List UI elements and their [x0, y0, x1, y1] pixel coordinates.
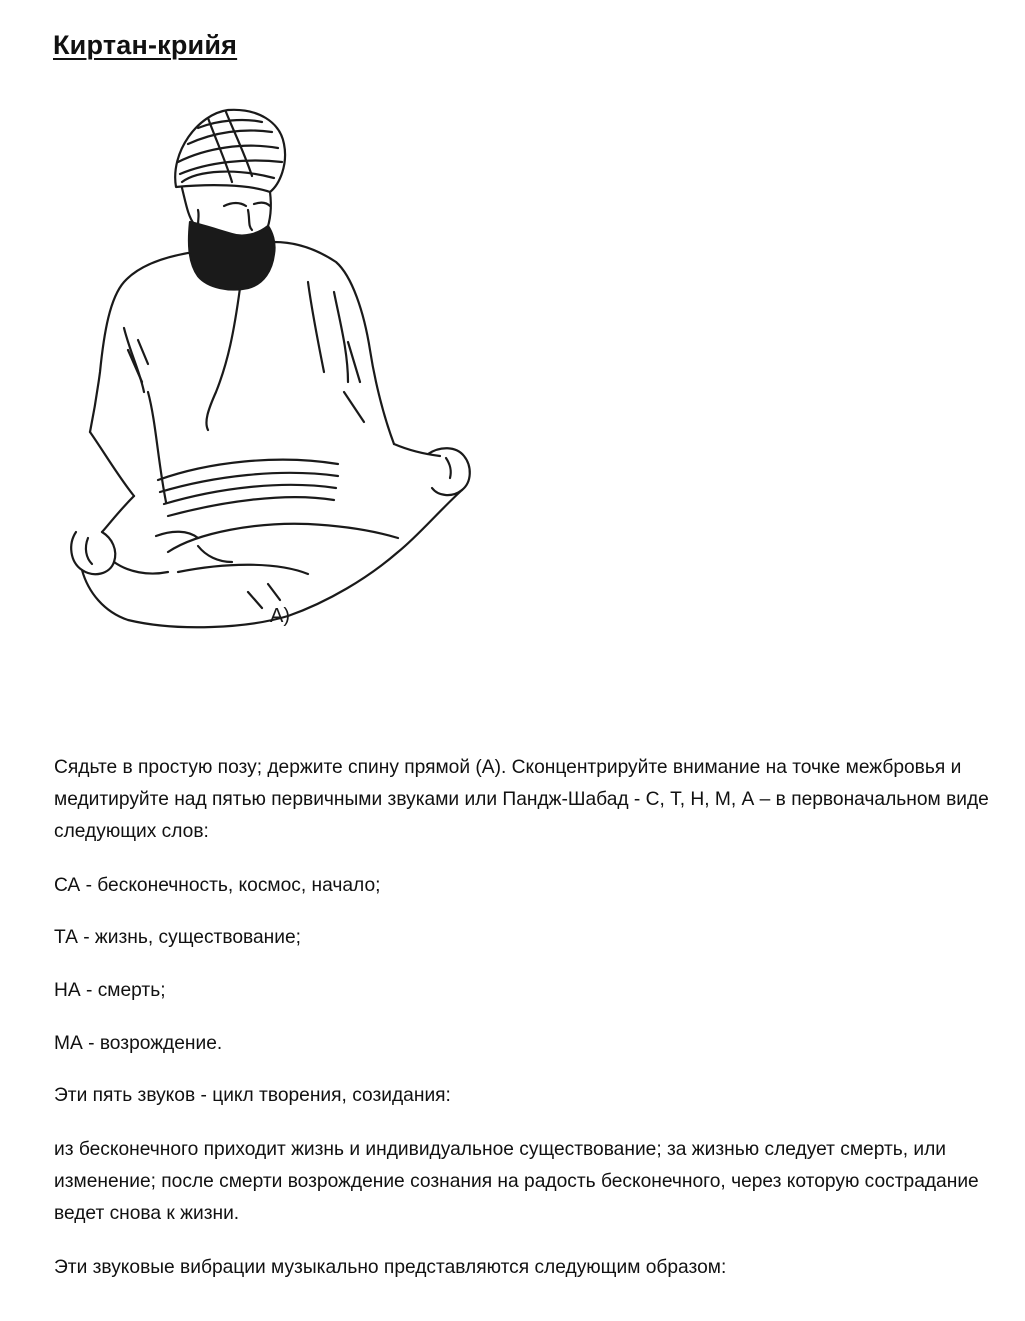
na-line: НА - смерть; — [54, 980, 166, 1001]
sash-drawing — [158, 460, 338, 516]
intro-paragraph: Сядьте в простую позу; держите спину прямой (А). Сконцентрируйте внимание на точке межбровья и медитируйте над пятью первичными звуками или Пандж-Шабад - С, Т, Н, М, А – в первоначальном виде следующих слов: — [54, 757, 989, 842]
ta-line: ТА - жизнь, существование; — [54, 927, 301, 948]
page-title: Киртан-крийя — [53, 30, 238, 60]
beard-drawing — [189, 222, 275, 290]
sa-line: СА - бесконечность, космос, начало; — [54, 875, 381, 896]
meditation-figure-illustration — [48, 92, 498, 637]
torso-drawing — [90, 242, 440, 502]
turban-drawing — [175, 110, 285, 192]
cycle-paragraph: Эти пять звуков - цикл творения, созидания: — [54, 1085, 451, 1106]
hands-drawing — [71, 448, 470, 574]
explanation-paragraph: из бесконечного приходит жизнь и индивидуальное существование; за жизнью следует смерть, или изменение; после смерти возрождение сознания на радость бесконечного, через которую сострадание ведет снова к жизни. — [54, 1139, 979, 1224]
figure-label: A) — [270, 605, 290, 627]
music-paragraph: Эти звуковые вибрации музыкально представляются следующим образом: — [54, 1257, 727, 1278]
ma-line: МА - возрождение. — [54, 1033, 223, 1054]
